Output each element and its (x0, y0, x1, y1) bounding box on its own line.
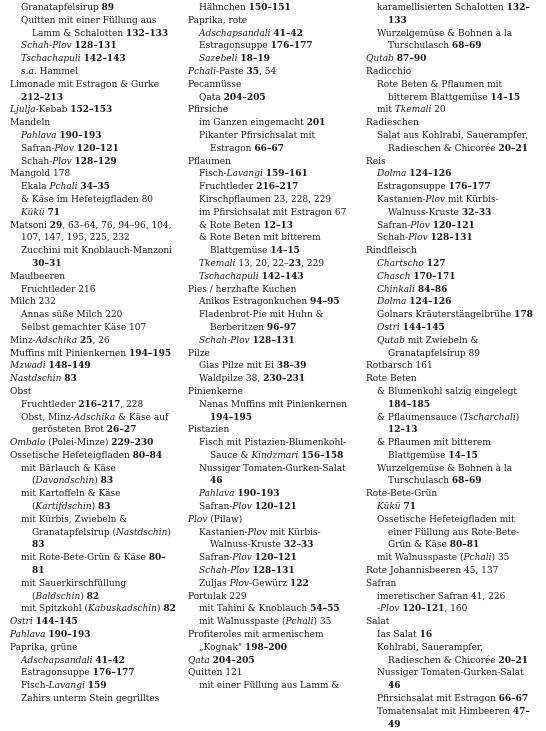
index-entry: karamellisierten Schalotten 132–133 (377, 3, 530, 26)
index-entry: mit Tkemali 20 (377, 105, 446, 116)
index-entry: Pistazien (188, 425, 230, 436)
index-entry: Radieschen (366, 118, 419, 129)
index-entry: Pahlava 190–193 (199, 489, 280, 500)
index-entry: & Rote Beten mit bitterem Blattgemüse 14–15 (199, 233, 321, 257)
index-entry: & Blumenkohl salzig eingelegt 184–185 (377, 386, 518, 410)
index-entry: Fruchtleder 216–217 (199, 182, 299, 193)
index-entry: Schah-Plov 128–131 (377, 233, 473, 244)
index-entry: Pilze (188, 348, 210, 359)
index-entry: Safran-Plov 120–121 (377, 220, 475, 231)
index-entry: Rote-Bete-Grün (366, 489, 438, 500)
index-entry: Selbst gemachter Käse 107 (21, 322, 147, 333)
index-entry: Fladenbrot-Pie mit Huhn & Berberitzen 96–97 (199, 310, 324, 333)
index-entry: Pahlava 190–193 (10, 630, 91, 641)
index-entry: Reis (366, 156, 386, 167)
index-entry: Milch 232 (10, 297, 56, 308)
index-entry: Rote Johannisbeeren 45, 137 (366, 566, 499, 577)
index-entry: Tschachapuli 142–143 (21, 54, 126, 65)
index-entry: Schah-Plov 128–129 (21, 156, 117, 167)
index-entry: Pfirsichsalat mit Estragon 66–67 (377, 694, 529, 705)
index-entry: mit Bärlauch & Käse (Davondschin) 83 (21, 463, 116, 487)
index-entry: mit Kürbis, Zwiebeln & Granatapfelsirup (Nastdschin) 83 (21, 514, 171, 551)
index-entry: Schah-Plov 128–131 (199, 566, 295, 577)
index-entry: Mangold 178 (10, 169, 71, 180)
index-entry: Waldpilze 38, 230–231 (199, 374, 306, 385)
index-column-1 (10, 2, 178, 731)
index-entry: Gias Pilze mit Ei 38–39 (199, 361, 307, 372)
index-entry: Kohlrabi, Sauerampfer, Radieschen & Chicorée 20–21 (377, 642, 529, 666)
index-entry: Chasch 170–171 (377, 271, 456, 282)
index-entry: Rotbarsch 161 (366, 361, 433, 372)
index-entry: Zahirs unterm Stein gegrilltes (21, 694, 160, 705)
index-entry: Ljulja-Kebab 152–153 (10, 105, 113, 116)
index-entry: Schah-Plov 128–131 (199, 335, 295, 346)
index-entry: Kastanien-Plov mit Kürbis-Walnuss-Kruste 32–33 (377, 194, 499, 218)
index-columns (10, 2, 536, 731)
index-entry: Nussiger Tomaten-Gurken-Salat 46 (199, 463, 346, 487)
index-entry: Fruchtleder 216 (21, 284, 96, 295)
index-entry: Wurzelgemüse & Bohnen à la Turschulasch 68–69 (377, 28, 513, 52)
index-entry: Anikos Estragonkuchen 94–95 (199, 297, 340, 308)
index-entry: Kirschpflaumen 23, 228, 229 (199, 194, 332, 205)
index-entry: Ossetische Hefeteigfladen mit einer Füllung aus Rote-Bete-Grün & Käse 80–81 (377, 514, 520, 551)
index-entry: Ostri 144–145 (377, 322, 445, 333)
index-entry: Qata 204–205 (188, 655, 255, 666)
index-entry: Tschachapuli 142–143 (199, 271, 304, 282)
index-entry: Zuljas Plov-Gewürz 122 (199, 578, 309, 589)
index-entry: Fisch mit Pistazien-Blumenkohl-Sauce & Kindzmari 156–158 (199, 438, 347, 461)
index-entry: Pikanter Pfirsichsalat mit Estragon 66–67 (199, 130, 316, 154)
index-entry: Ombalo (Polei-Minze) 229–230 (10, 438, 154, 449)
index-entry: Pfirsiche (188, 105, 229, 116)
index-entry: mit Kartoffeln & Käse (Kartifdschin) 83 (21, 489, 121, 513)
index-entry: mit Rote-Bete-Grün & Käse 80–81 (21, 553, 166, 577)
index-entry: Rote Beten (366, 374, 417, 385)
index-column-2 (188, 2, 356, 731)
index-entry: Granatapfelsirup 89 (21, 3, 115, 13)
index-entry: Estragonsuppe 176–177 (377, 182, 491, 193)
index-entry: Salat (366, 617, 390, 628)
index-entry: Kükü 71 (21, 207, 60, 218)
index-entry: Safran-Plov 120–121 (21, 143, 119, 154)
index-entry: & Pflaumen mit bitterem Blattgemüse 14–15 (377, 438, 491, 461)
index-entry: mit Spitzkohl (Kabuskadschin) 82 (21, 604, 176, 615)
index-entry: Safran-Plov 120–121 (199, 502, 297, 513)
index-entry: Quitten 121 (188, 668, 243, 679)
index-entry: imeretischer Safran 41, 226 (377, 591, 506, 602)
index-entry: Rote Beten & Pflaumen mit bitterem Blattgemüse 14–15 (377, 79, 521, 103)
index-entry: Pflaumen (188, 156, 231, 167)
index-entry: Plov (Pilaw) (188, 514, 243, 525)
index-entry: Qutab 87–90 (366, 54, 427, 65)
index-entry: Estragonsuppe 176–177 (199, 41, 313, 52)
index-entry: Minz-Adschika 25, 26 (10, 335, 110, 346)
index-entry: mit Sauerkirschfüllung (Baldschin) 82 (21, 578, 127, 602)
index-entry: Mzwadi 148–149 (10, 361, 91, 372)
index-entry: Nanas Muffins mit Pinienkernen 194–195 (199, 399, 348, 423)
index-entry: & Käse im Hefeteigfladen 80 (21, 194, 154, 205)
index-entry: Schah-Plov 128–131 (21, 41, 117, 52)
index-entry: Ekala Pchali 34–35 (21, 182, 110, 193)
index-entry: mit Walnusspaste (Pchali) 35 (377, 553, 510, 564)
index-entry: Fruchtleder 216–217, 228 (21, 399, 144, 410)
index-entry: Pecannüsse (188, 79, 242, 90)
index-entry: Chinkali 84–86 (377, 284, 448, 295)
index-entry: Limonade mit Estragon & Gurke 212–213 (10, 79, 160, 103)
index-column-3 (366, 2, 534, 731)
index-entry: Zucchini mit Knoblauch-Manzoni 30–31 (21, 246, 173, 269)
index-entry: Safran-Plov 120–121 (199, 553, 297, 564)
index-entry: Adschapsandali 41–42 (199, 28, 303, 39)
index-entry: Qata 204–205 (199, 92, 266, 103)
index-entry: Wurzelgemüse & Bohnen à la Turschulasch 68–69 (377, 463, 513, 487)
index-entry: Kükü 71 (377, 502, 416, 513)
index-entry: s.a. Hammel (21, 66, 79, 77)
index-entry: Nastdschin 83 (10, 374, 77, 385)
index-entry: -Plov 120–121, 160 (377, 604, 468, 615)
index-entry: Fisch-Lavangi 159 (21, 681, 107, 692)
index-entry: Obst, Minz-Adschika & Käse auf gerösteten Brot 26–27 (21, 412, 169, 436)
index-entry: Sazebeli 18–19 (199, 54, 270, 65)
index-entry: Pinienkerne (188, 386, 243, 397)
index-entry: Paprika, rote (188, 15, 248, 26)
index-entry: Tkemali 13, 20, 22–23, 229 (199, 258, 325, 269)
index-entry: Portulak 229 (188, 591, 247, 602)
index-entry: Maulbeeren (10, 271, 66, 282)
index-entry: Chartscho 127 (377, 258, 446, 269)
index-entry: im Ganzen eingemacht 201 (199, 118, 326, 129)
index-entry: Matsoni 29, 63–64, 76, 94–96, 104, 107, 147, 195, 225, 232 (10, 220, 172, 244)
index-entry: Ias Salat 16 (377, 630, 433, 641)
index-entry: & Pflaumensauce (Tscharchali) 12–13 (377, 412, 520, 436)
index-entry: Rindfleisch (366, 246, 417, 257)
index-entry: Annas süße Milch 220 (21, 310, 123, 321)
index-entry: Pahlava 190–193 (21, 130, 102, 141)
index-entry: Muffins mit Pinienkernen 194–195 (10, 348, 172, 359)
index-entry: Dolma 124–126 (377, 297, 452, 308)
index-entry: im Pfirsichsalat mit Estragon 67 (199, 207, 347, 218)
index-entry: Hähnchen 150–151 (199, 3, 291, 13)
index-entry: & Rote Beten 12–13 (199, 220, 293, 231)
index-entry: Dolma 124–126 (377, 169, 452, 180)
index-entry: Salat aus Kohlrabi, Sauerampfer, Radieschen & Chicorée 20–21 (377, 130, 529, 154)
index-entry: Adschapsandali 41–42 (21, 655, 125, 666)
index-entry: Fisch-Lavangi 159–161 (199, 169, 308, 180)
index-entry: Ostri 144–145 (10, 617, 78, 628)
index-entry: Mandeln (10, 118, 51, 129)
index-entry: Pchali-Paste 35, 54 (188, 66, 277, 77)
index-entry: mit einer Füllung aus Lamm & (199, 681, 340, 692)
index-entry: Tomatensalat mit Himbeeren 47–49 (377, 706, 530, 730)
index-entry: Pies / herzhafte Kuchen (188, 284, 297, 295)
index-entry: Ossetische Hefeteigfladen 80–84 (10, 450, 163, 461)
index-entry: Golnars Kräuterstängelbrühe 178 (377, 310, 533, 321)
index-entry: Qutab mit Zwiebeln & Granatapfelsirup 89 (377, 335, 480, 359)
index-entry: Radicchio (366, 66, 412, 77)
index-entry: Kastanien-Plov mit Kürbis-Walnuss-Kruste 32–33 (199, 527, 321, 551)
index-entry: Safran (366, 578, 397, 589)
index-entry: Paprika, grüne (10, 642, 78, 653)
index-entry: Nussiger Tomaten-Gurken-Salat 46 (377, 668, 524, 692)
index-entry: Obst (10, 386, 32, 397)
index-entry: mit Walnusspaste (Pchali) 35 (199, 617, 332, 628)
index-entry: Quitten mit einer Füllung aus Lamm & Schalotten 132–133 (21, 15, 169, 39)
index-entry: mit Tahini & Knoblauch 54–55 (199, 604, 340, 615)
index-entry: Estragonsuppe 176–177 (21, 668, 135, 679)
index-entry: Profiteroles mit armenischem „Kognak" 198–200 (188, 630, 324, 653)
